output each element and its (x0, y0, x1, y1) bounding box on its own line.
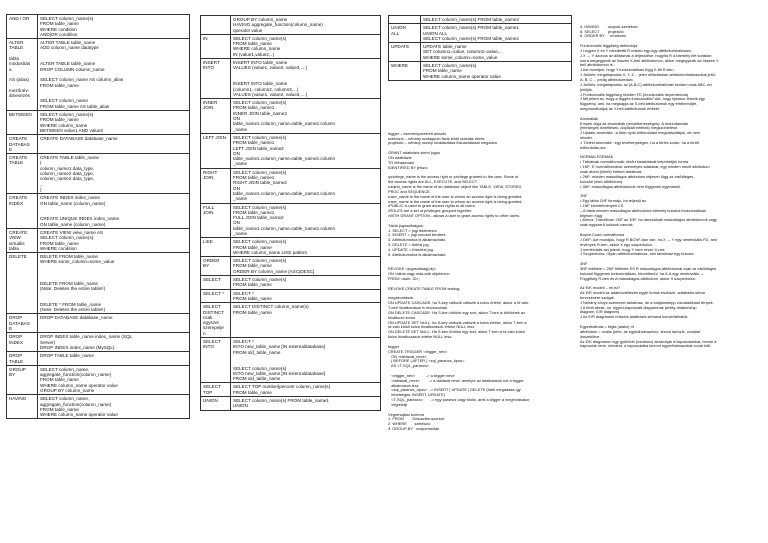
sql-keyword (389, 16, 421, 24)
sql-syntax: DELETE FROM table_name WHERE some_column=some_value DELETE FROM table_name (Note: Deletes the entire table!!) DELETE * FROM table_name (Note: Deletes the entire table!!) (38, 253, 190, 314)
sql-keyword: CREATE VIEW virtuális tábla (7, 228, 38, 252)
sql-row (201, 16, 381, 35)
sql-keyword: BETWEEN (7, 111, 38, 135)
sql-keyword: LIKE (201, 238, 231, 257)
sql-keyword: UNION (201, 397, 231, 411)
sql-syntax: SELECT DISTINCT column_name(s) FROM table_name (231, 303, 381, 338)
sql-row (201, 303, 381, 338)
sql-syntax: DROP TABLE table_name (38, 352, 190, 366)
sql-row (201, 238, 381, 257)
sql-syntax: SELECT column_name(s) FROM table_name ORDER BY column_name [ASC|DESC] (231, 257, 381, 276)
sql-syntax: SELECT column_name(s) FROM table_name1 FULL JOIN table_name2 ON table_name1.column_name=table_name2.column _name (231, 203, 381, 238)
sql-keyword: CREATE DATABAS E (7, 135, 38, 154)
sql-row (7, 333, 190, 352)
sql-keyword: WHERE (389, 62, 421, 81)
sql-syntax: SELECT column_name(s) FROM table_name WHERE column_name operator value (421, 62, 572, 81)
sql-keyword: SELECT DISTINCT csak egyszer szerepelje n (201, 303, 231, 338)
sql-keyword: CREATE INDEX (7, 194, 38, 229)
sql-keyword: IN (201, 34, 231, 58)
sql-keyword: SELECT INTO (201, 338, 231, 383)
sql-keyword: FULL JOIN (201, 203, 231, 238)
col3-notes-text: trigger – eseményvezérelt alosztó szekvizió – néhány szótagsoló fázis lehet utasítás kérés projekció – néhány oszlop kiválasztása fókuszálással megadva GRANT adatbázis elemi jogok ON adatbázis TO felhasználó IDENTIFIED BY jelszó; •privilege_name is the access right or privilege granted to the user. Some of the access rights are ALL, EXECUTE, and SELECT. •object_name is the name of an database object like TABLE, VIEW, STORED PROC and SEQUENCE. •user_name is the name of the user to whom an access right is being granted. •user_name is the name of the user to whom an access right is being granted. •PUBLIC is used to grant access rights to all users. •ROLES are a set of privileges grouped together. •WITH GRANT OPTION - allows a user to grant access rights to other users. Tábla jogosultságok: 1. SELECT = jogi lekérdezni 2. INSERT = jogi sorokat beviteni. 3. Attribútumokra is alkalmazható. 3. DELETE = törlési jog. 4. UPDATE = frissítési jog. 5. Attribútumokra is alkalmazható. REVOKE <jogosultság(ok)> ON <tábla vagy más adb objektum> FROM <auth. ID>; REVOKE CREATE TABLE FROM testing; megszorítások ON UPDATE CASCADE: ha S-key változik változik a kulcs értéke, akkor a tő való T-beli hivatkozások is módosulnak ON DELETE CASCADE: Ha S-ben törlünk egy sort, akkor T-ben is törlődnek az hivatkozó sorok. ON UPDATE SET NULL: ha S-key változik változik a kulcs értéke, akkor T-ben a rá való külső kulcs hivatkozások értéke NULL lesz. ON DELETE SET NULL: Ha S-ben törlünk egy sort, akkor T-ben a rá való külső kulcs hivatkozások értéke NULL lesz. trigger CREATE TRIGGER <trigger_név> ON <táblázat_neve> [ BEFORE | AFTER ] <sql_parancs_típus> AS <T-SQL_parancs> <trigger_név> -> a trigger neve <táblázat_neve> -> a táblázat neve, amelyre az adatbankok ezt a trigger alkalmazva lesz <sql_parancs_típus> -> INSERT | UPDATE | DELETE (több megadása így lehetséges: INSERT, UPDATE) <T-SQL_parancs> -> egy parancs vagy blokk, amit a trigger a meghívásakor végrehajt Végrehajtási sorrend 1. FROM Descartes-szorzat 2. WHERE szelekció 3. GROUP BY csoportosítás (388, 130, 530, 432)
sql-keyword: DROP TABLE (7, 352, 38, 366)
sql-syntax: SELECT column_name(s) FROM table_name1 RIGHT JOIN table_name2 ON table_name1.column_name=table_name2.column _name (231, 168, 381, 203)
sql-syntax: INSERT INTO table_name VALUES (value1, value2, value3,....) INSERT INTO table_name (column1, column2, column3,...) VALUES (value1, value2, value3,....) (231, 59, 381, 99)
sql-keyword: ORDER BY (201, 257, 231, 276)
sql-row (389, 24, 572, 43)
sql-syntax: SELECT * FROM table_name (231, 289, 381, 303)
sql-syntax: SELECT column_name(s) FROM table_name1 INNER JOIN table_name2 ON table_name1.column_name=table_name2.column _name (231, 99, 381, 134)
sql-row (201, 34, 381, 58)
sql-row (7, 314, 190, 333)
sql-row (201, 289, 381, 303)
sql-row (201, 203, 381, 238)
sql-syntax: SELECT column_name, aggregate_function(column_name) FROM table_name WHERE column_name operator value GROUP BY column_name (38, 365, 190, 394)
sql-keyword: DROP INDEX (7, 333, 38, 352)
sql-row (7, 135, 190, 154)
sql-table-col1 (6, 14, 190, 419)
sql-syntax: SELECT column_name(s) FROM table_name1 UNION ALL SELECT column_name(s) FROM table_name2 (421, 24, 572, 43)
sql-row (201, 99, 381, 134)
sql-syntax: SELECT column_name(s) FROM table_name WHERE column_name BETWEEN value1 AND value2 (38, 111, 190, 135)
sql-syntax: SELECT column_name(s) FROM table_name WHERE condition AND|OR condition (38, 15, 190, 39)
sql-keyword: SELECT * (201, 289, 231, 303)
sql-syntax: SELECT column_name(s) FROM table_name (231, 276, 381, 290)
sql-row (201, 133, 381, 168)
sql-row (389, 16, 572, 24)
col3-notes (388, 122, 578, 542)
sql-syntax: SELECT * INTO new_table_name [IN externaldatabase] FROM old_table_name SELECT column_name(s) INTO new_table_name [IN externaldatabase] FROM old_table_name (231, 338, 381, 383)
sql-row (7, 194, 190, 229)
sql-syntax: SELECT column_name(s) FROM table_name1 LEFT JOIN table_name2 ON table_name1.column_name=table_name2.column _name (231, 133, 381, 168)
sql-row (201, 168, 381, 203)
sql-keyword: SELECT (201, 276, 231, 290)
theory-text: 4. HAVING csoport-szelekció 5. SELECT projekció 6. ORDER BY rendezés Funkcionális függőség definíciója J Legyen X és Y mindkettő R reláció egy-egy attribútumhalmaza. J X → Y azonos az állításnak a teljesülése, hogyha R a bármely két sorában sorra megegyezik az összes X-beli attribútumon, akkor megegyezik az összes Y- beli attribútumon is. J Azt mondjuk, hogy Y funkcionálisan függ X-től R-ben. J Jelölés: megállapodás X, Y, Z… jelen előadásban attribútumhalmazokat jelöl; A, B, C… pedig attribútumokat. J Jelölés: megállapodás: az {A,B,C} attribútumhalmazt röviden csak ABC-vel jelöljük. J Funkcionális függőség röviden FD (functionális dependencia) J Mit jelent az, hogy a függés funkcionális? Azt, hogy ilyenkor létezik egy függvény, ami, ha megkapja az X-beli attribútumok egy értékrendjét, megmondhatjuk az Y-beli attribútumok értékét. Anomáliák Ernyek olyja az anomáliák (rendellenességek): A redundanciák (felesleges ismétlések, duplikált értékek) megszüntetése. J Update anomália : a több nyíló előfordulást megváltoztatjuk, de nem mindet. J Törlési anomália : egy tevékenységen, ha a törlés során, ha a törölt előfordulás-sor. NORMALFORMÁK • Tábláinak normálformák: elsőrt kialakítását kiépíthetjük forma • 1NF: E normálformaba: személyes adatokat, egy minden mező attribútum csak atomi (elemi) értéket tartalmaz. • 2NF: minden másodlagos attribútum teljesen függ az elsődleges kulcstól (első attribútum). • 3NF: másodlagos attribútumok nem függenek egymástól. 1NF • Egy tábla 1NF formájú, ha teljesül az • 1NF követelményeit CS – A tábla minden másodlagos attribútuma bármely kulcstól funkcionálisan teljesen függ • Ahhoz: Tranzitívan 2NF az 1NF, ha rámutatnak másodlagos attribútumok vagy csak egyszerű kulcsok vannak. Boyce-Codd normálforma J DEF: Azt mondjuk, hogy R BCNF-ban van, ha X → Y egy nemtriviális FD, ami érvényes R-ben, akkor X egy szuperkulcs. J nemtriviális azt jelenti, hogy Y nem része X-nek J Szuperkulcs: Olyan attribútumhalmaz, ami tartalmaz egy kulcsot 3NF 3NF feltétele = 2NF feltétele ÉS R másodlagos attribútumai csak az elsődleges kulcstól függenek funkcionálisan, közvetlenül, ha X-A egy nemtriviális → Függőség R-ben és A másodlagos attribútum, akkor X szuperkulcs. Az E/K modell – mi ez? Az E/K modell az adatmodellezés egyik fontos eszköze, adatbázis-séma tervezésére szolgál. J Nehány könyv-szerkezet tartalmaz, de a tulajdonképp vizualizálható tények. J A fenti ábrák, ún. egyed-kapcsolati diagramnak (entity-relationship diagram, E/R diagram). J Az E/R diagramok relációs adatbázis sémává konvertálhatók. Egyedhalmaz = tégla (alakú) írt attribútum = ovális (ként, az egyedhalmazhoz, ahová tartozik, vonallal összekötve. Az E/K diagramon egy gyűrűnél (rombusz) ábrázolják a kapcsolatokat, benne a kapcsolat neve, mindent, a kapcsolatba bevont egyedhalmazokat vonal köti. (580, 23, 720, 349)
sql-row (389, 62, 572, 81)
sql-row (7, 39, 190, 111)
sql-keyword: HAVING (7, 395, 38, 419)
sql-row (7, 15, 190, 39)
sql-row (201, 276, 381, 290)
sql-keyword: CREATE TABLE (7, 154, 38, 194)
sql-row (201, 59, 381, 99)
sql-keyword: INNER JOIN (201, 99, 231, 134)
sql-keyword: GROUP BY (7, 365, 38, 394)
sql-syntax: SELECT TOP number|percent column_name(s) FROM table_name (231, 383, 381, 397)
sql-syntax: DROP DATABASE database_name (38, 314, 190, 333)
theory-column (580, 15, 766, 541)
sql-row (201, 397, 381, 411)
sql-syntax: SELECT column_name(s) FROM table_name WHERE column_name LIKE pattern (231, 238, 381, 257)
sql-keyword: ALTER TABLE tábla módosítás a AS (alias) mezőnév- átnevezés (7, 39, 38, 111)
sql-syntax: SELECT column_name(s) FROM table_name1 UNION (231, 397, 381, 411)
sql-row (201, 383, 381, 397)
sql-row (7, 228, 190, 252)
sql-row (7, 352, 190, 366)
sql-syntax: ALTER TABLE table_name ADD column_name datatype ALTER TABLE table_name DROP COLUMN column_name SELECT column_name AS column_alias FROM table_name SELECT column_name FROM table_name AS table_alias (38, 39, 190, 111)
sql-keyword: SELECT TOP (201, 383, 231, 397)
sql-syntax: SELECT column_name, aggregate_function(column_name) FROM table_name WHERE column_name operator value (38, 395, 190, 419)
sql-keyword: INSERT INTO (201, 59, 231, 99)
sql-syntax: SELECT column_name(s) FROM table_name2 (421, 16, 572, 24)
sql-keyword (201, 16, 231, 35)
sql-row (7, 395, 190, 419)
sql-syntax: CREATE DATABASE database_name (38, 135, 190, 154)
sql-syntax: CREATE TABLE table_name ( column_name1 data_type, column_name2 data_type, column_name2 data_type, ... ) (38, 154, 190, 194)
sql-keyword: RIGHT JOIN (201, 168, 231, 203)
sql-row (201, 257, 381, 276)
sql-row (7, 154, 190, 194)
sql-row (7, 365, 190, 394)
sql-syntax: DROP INDEX table_name.index_name (SQL Server) DROP INDEX index_name (MySQL) (38, 333, 190, 352)
sql-keyword: AND / OR (7, 15, 38, 39)
sql-syntax: GROUP BY column_name HAVING aggregate_function(column_name) operator value (231, 16, 381, 35)
sql-row (7, 253, 190, 314)
sql-keyword: LEFT JOIN (201, 133, 231, 168)
sql-row (201, 338, 381, 383)
sql-syntax: SELECT column_name(s) FROM table_name WHERE column_name IN (value1,value2,..) (231, 34, 381, 58)
sql-keyword: UPDATE (389, 43, 421, 62)
sql-syntax: CREATE VIEW view_name AS SELECT column_name(s) FROM table_name WHERE condition (38, 228, 190, 252)
sql-table-col3 (388, 15, 572, 81)
sql-row (7, 111, 190, 135)
sql-table-col2 (200, 15, 381, 411)
sql-syntax: UPDATE table_name SET column1=value, column2=value,... WHERE some_column=some_value (421, 43, 572, 62)
sql-keyword: DROP DATABAS E (7, 314, 38, 333)
sql-row (389, 43, 572, 62)
sql-keyword: UNION ALL (389, 24, 421, 43)
sql-syntax: CREATE INDEX index_name ON table_name (column_name) CREATE UNIQUE INDEX index_name ON table_name (column_name) (38, 194, 190, 229)
sql-keyword: DELETE (7, 253, 38, 314)
